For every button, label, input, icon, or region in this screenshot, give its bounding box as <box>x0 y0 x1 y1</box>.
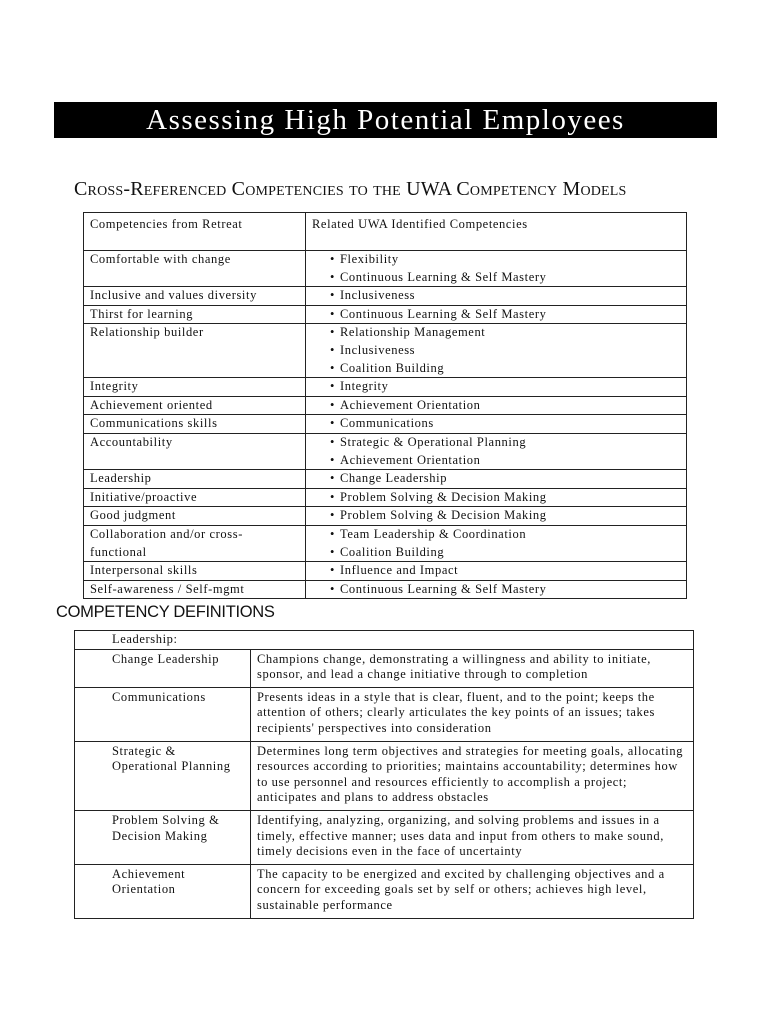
retreat-competency: Good judgment <box>84 507 306 526</box>
uwa-competency-item: • Influence and Impact <box>330 562 680 580</box>
uwa-competency-cell <box>306 287 687 306</box>
uwa-competency-item: • Coalition Building <box>330 360 680 378</box>
uwa-competency-item: • Achievement Orientation <box>330 397 680 415</box>
uwa-competency-list <box>312 526 680 561</box>
heading-part: C <box>74 178 88 200</box>
uwa-competency-item: • Change Leadership <box>330 470 680 488</box>
heading-part: ompetencies to the <box>245 178 407 200</box>
table-row <box>84 287 687 306</box>
definitions-heading: COMPETENCY DEFINITIONS <box>56 603 275 621</box>
definition-term: Change Leadership <box>75 649 251 687</box>
uwa-competency-item: • Inclusiveness <box>330 342 680 360</box>
definition-text: Champions change, demonstrating a willingness and ability to initiate, sponsor, and lead a change initiative through to completion <box>251 649 694 687</box>
uwa-competency-item: • Continuous Learning & Self Mastery <box>330 581 680 599</box>
uwa-competency-list <box>312 434 680 469</box>
uwa-competency-list <box>312 489 680 507</box>
heading-part: odels <box>580 178 627 200</box>
retreat-competency: Achievement oriented <box>84 396 306 415</box>
definition-text: Presents ideas in a style that is clear, fluent, and to the point; keeps the attention of others; clearly articulates the key points of an issues; takes recipients' perspectives into consideration <box>251 687 694 741</box>
uwa-competency-item: • Coalition Building <box>330 544 680 562</box>
table-row <box>84 396 687 415</box>
table-row <box>84 378 687 397</box>
uwa-competency-cell <box>306 525 687 561</box>
definition-term: Achievement Orientation <box>75 864 251 918</box>
definition-text: Determines long term objectives and strategies for meeting goals, allocating resources according to priorities; maintains accountability; determines how to use personnel and resources efficiently to accomplish a project; anticipates and plans to address obstacles <box>251 741 694 810</box>
uwa-competency-cell <box>306 488 687 507</box>
uwa-competency-cell <box>306 251 687 287</box>
definitions-table-body <box>75 631 694 919</box>
table-row <box>84 470 687 489</box>
retreat-competency: Relationship builder <box>84 324 306 378</box>
column-header-retreat: Competencies from Retreat <box>84 213 306 251</box>
uwa-competency-cell <box>306 562 687 581</box>
uwa-competency-list <box>312 324 680 377</box>
uwa-competency-cell <box>306 507 687 526</box>
uwa-competency-item: • Achievement Orientation <box>330 452 680 470</box>
definition-text: Identifying, analyzing, organizing, and solving problems and issues in a timely, effective manner; uses data and input from others to make sound, timely decisions even in the face of uncertainty <box>251 810 694 864</box>
column-header-uwa: Related UWA Identified Competencies <box>306 213 687 251</box>
definitions-group-row <box>75 631 694 650</box>
heading-part: -R <box>123 178 144 200</box>
uwa-competency-list <box>312 581 680 599</box>
uwa-competency-item: • Team Leadership & Coordination <box>330 526 680 544</box>
table-row <box>84 488 687 507</box>
uwa-competency-list <box>312 470 680 488</box>
uwa-competency-cell <box>306 415 687 434</box>
definition-row <box>75 687 694 741</box>
uwa-competency-list <box>312 287 680 305</box>
uwa-competency-item: • Problem Solving & Decision Making <box>330 507 680 525</box>
cross-reference-table <box>83 212 687 599</box>
uwa-competency-item: • Problem Solving & Decision Making <box>330 489 680 507</box>
heading-part: UWA C <box>406 178 470 200</box>
retreat-competency: Interpersonal skills <box>84 562 306 581</box>
definition-term: Communications <box>75 687 251 741</box>
definition-row <box>75 741 694 810</box>
retreat-competency: Integrity <box>84 378 306 397</box>
definition-row <box>75 864 694 918</box>
uwa-competency-cell <box>306 378 687 397</box>
table-row <box>84 305 687 324</box>
definition-text: The capacity to be energized and excited by challenging objectives and a concern for exceeding goals set by self or others; achieves high level, sustainable performance <box>251 864 694 918</box>
uwa-competency-list <box>312 306 680 324</box>
uwa-competency-list <box>312 378 680 396</box>
uwa-competency-list <box>312 251 680 286</box>
uwa-competency-cell <box>306 305 687 324</box>
table-row <box>84 580 687 599</box>
retreat-competency: Comfortable with change <box>84 251 306 287</box>
uwa-competency-list <box>312 415 680 433</box>
heading-part: eferenced <box>143 178 232 200</box>
table-row <box>84 251 687 287</box>
uwa-competency-cell <box>306 396 687 415</box>
definitions-table <box>74 630 694 919</box>
heading-part: C <box>231 178 246 200</box>
uwa-competency-item: • Strategic & Operational Planning <box>330 434 680 452</box>
uwa-competency-list <box>312 397 680 415</box>
retreat-competency: Communications skills <box>84 415 306 434</box>
heading-part: ompetency <box>469 178 563 200</box>
uwa-competency-item: • Inclusiveness <box>330 287 680 305</box>
cross-reference-heading <box>74 178 627 201</box>
retreat-competency: Inclusive and values diversity <box>84 287 306 306</box>
retreat-competency: Initiative/proactive <box>84 488 306 507</box>
table-row <box>84 324 687 378</box>
cross-reference-table-body <box>84 213 687 599</box>
uwa-competency-cell <box>306 433 687 469</box>
table-row <box>84 415 687 434</box>
table-row <box>84 507 687 526</box>
definition-term: Problem Solving & Decision Making <box>75 810 251 864</box>
uwa-competency-cell <box>306 470 687 489</box>
uwa-competency-item: • Continuous Learning & Self Mastery <box>330 306 680 324</box>
uwa-competency-cell <box>306 324 687 378</box>
retreat-competency: Accountability <box>84 433 306 469</box>
retreat-competency: Collaboration and/or cross-functional <box>84 525 306 561</box>
definitions-group-label: Leadership: <box>75 631 694 650</box>
uwa-competency-item: • Communications <box>330 415 680 433</box>
heading-part: M <box>562 178 581 200</box>
definition-term: Strategic & Operational Planning <box>75 741 251 810</box>
definition-row <box>75 649 694 687</box>
uwa-competency-cell <box>306 580 687 599</box>
uwa-competency-list <box>312 507 680 525</box>
retreat-competency: Leadership <box>84 470 306 489</box>
table-row <box>84 562 687 581</box>
retreat-competency: Self-awareness / Self-mgmt <box>84 580 306 599</box>
cross-reference-header-row <box>84 213 687 251</box>
table-row <box>84 433 687 469</box>
uwa-competency-item: • Flexibility <box>330 251 680 269</box>
uwa-competency-item: • Relationship Management <box>330 324 680 342</box>
document-title-text: Assessing High Potential Employees <box>146 103 625 136</box>
uwa-competency-item: • Continuous Learning & Self Mastery <box>330 269 680 287</box>
document-title <box>54 102 717 138</box>
uwa-competency-item: • Integrity <box>330 378 680 396</box>
table-row <box>84 525 687 561</box>
retreat-competency: Thirst for learning <box>84 305 306 324</box>
heading-part: ross <box>87 178 124 200</box>
uwa-competency-list <box>312 562 680 580</box>
definition-row <box>75 810 694 864</box>
